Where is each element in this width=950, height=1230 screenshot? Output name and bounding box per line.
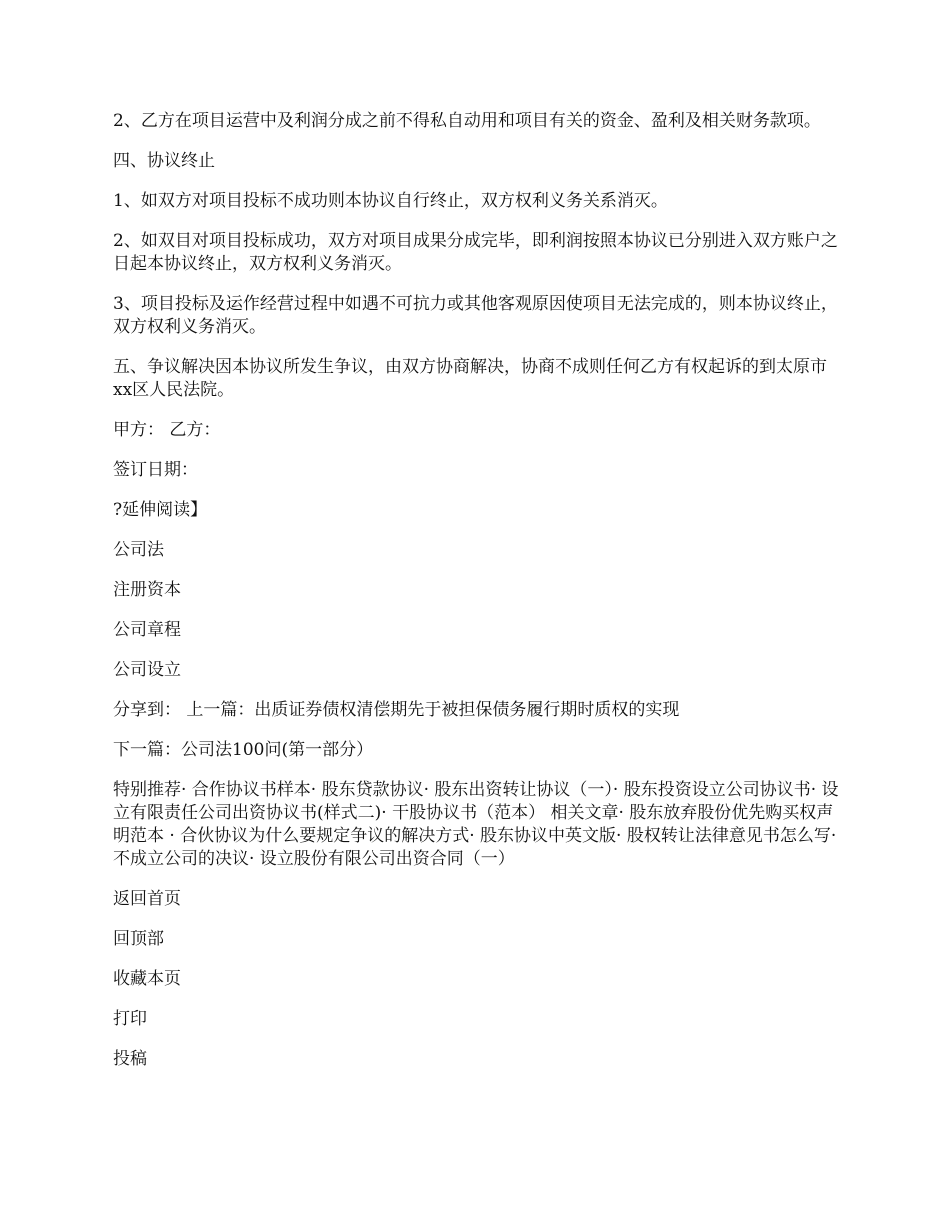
section-termination-heading: 四、协议终止	[113, 151, 215, 171]
extended-reading-label: ?延伸阅读】	[113, 500, 208, 520]
tag-link-company-law[interactable]: 公司法	[113, 540, 164, 560]
tag-link-registered-capital[interactable]: 注册资本	[113, 580, 181, 600]
signature-parties: 甲方： 乙方：	[113, 420, 221, 440]
clause-dispute-resolution: 五、争议解决因本协议所发生争议，由双方协商解决，协商不成则任何乙方有权起诉的到太原市xx区人民法院。	[113, 357, 827, 400]
clause-termination-3: 3、项目投标及运作经营过程中如遇不可抗力或其他客观原因使项目无法完成的，则本协议终止，双方权利义务消灭。	[113, 294, 838, 337]
print-link[interactable]: 打印	[113, 1009, 147, 1029]
clause-termination-1: 1、如双方对项目投标不成功则本协议自行终止，双方权利义务关系消灭。	[113, 191, 668, 211]
document-body	[113, 110, 843, 1088]
submit-article-link[interactable]: 投稿	[113, 1049, 147, 1069]
share-and-previous-article-link[interactable]: 分享到： 上一篇：出质证券债权清偿期先于被担保债务履行期时质权的实现	[113, 700, 680, 720]
recommended-articles[interactable]: 特别推荐· 合作协议书样本· 股东贷款协议· 股东出资转让协议（一）· 股东投资设立公司协议书· 设立有限责任公司出资协议书(样式二)· 干股协议书（范本） 相关文章· 股东放弃股份优先购买权声明范本 · 合伙协议为什么要规定争议的解决方式· 股东协议中英文版· 股权转让法律意见书怎么写· 不成立公司的决议· 设立股份有限公司出资合同（一）	[113, 780, 839, 869]
next-article-link[interactable]: 下一篇：公司法100问(第一部分）	[113, 740, 374, 760]
tag-link-company-establishment[interactable]: 公司设立	[113, 660, 181, 680]
back-to-top-link[interactable]: 回顶部	[113, 929, 164, 949]
clause-2-funds: 2、乙方在项目运营中及利润分成之前不得私自动用和项目有关的资金、盈利及相关财务款项。	[113, 111, 821, 131]
signature-date: 签订日期：	[113, 460, 198, 480]
tag-link-articles-of-association[interactable]: 公司章程	[113, 620, 181, 640]
back-to-home-link[interactable]: 返回首页	[113, 889, 181, 909]
bookmark-page-link[interactable]: 收藏本页	[113, 969, 181, 989]
clause-termination-2: 2、如双目对项目投标成功，双方对项目成果分成完毕，即利润按照本协议已分别进入双方账户之日起本协议终止，双方权利义务消灭。	[113, 231, 838, 274]
